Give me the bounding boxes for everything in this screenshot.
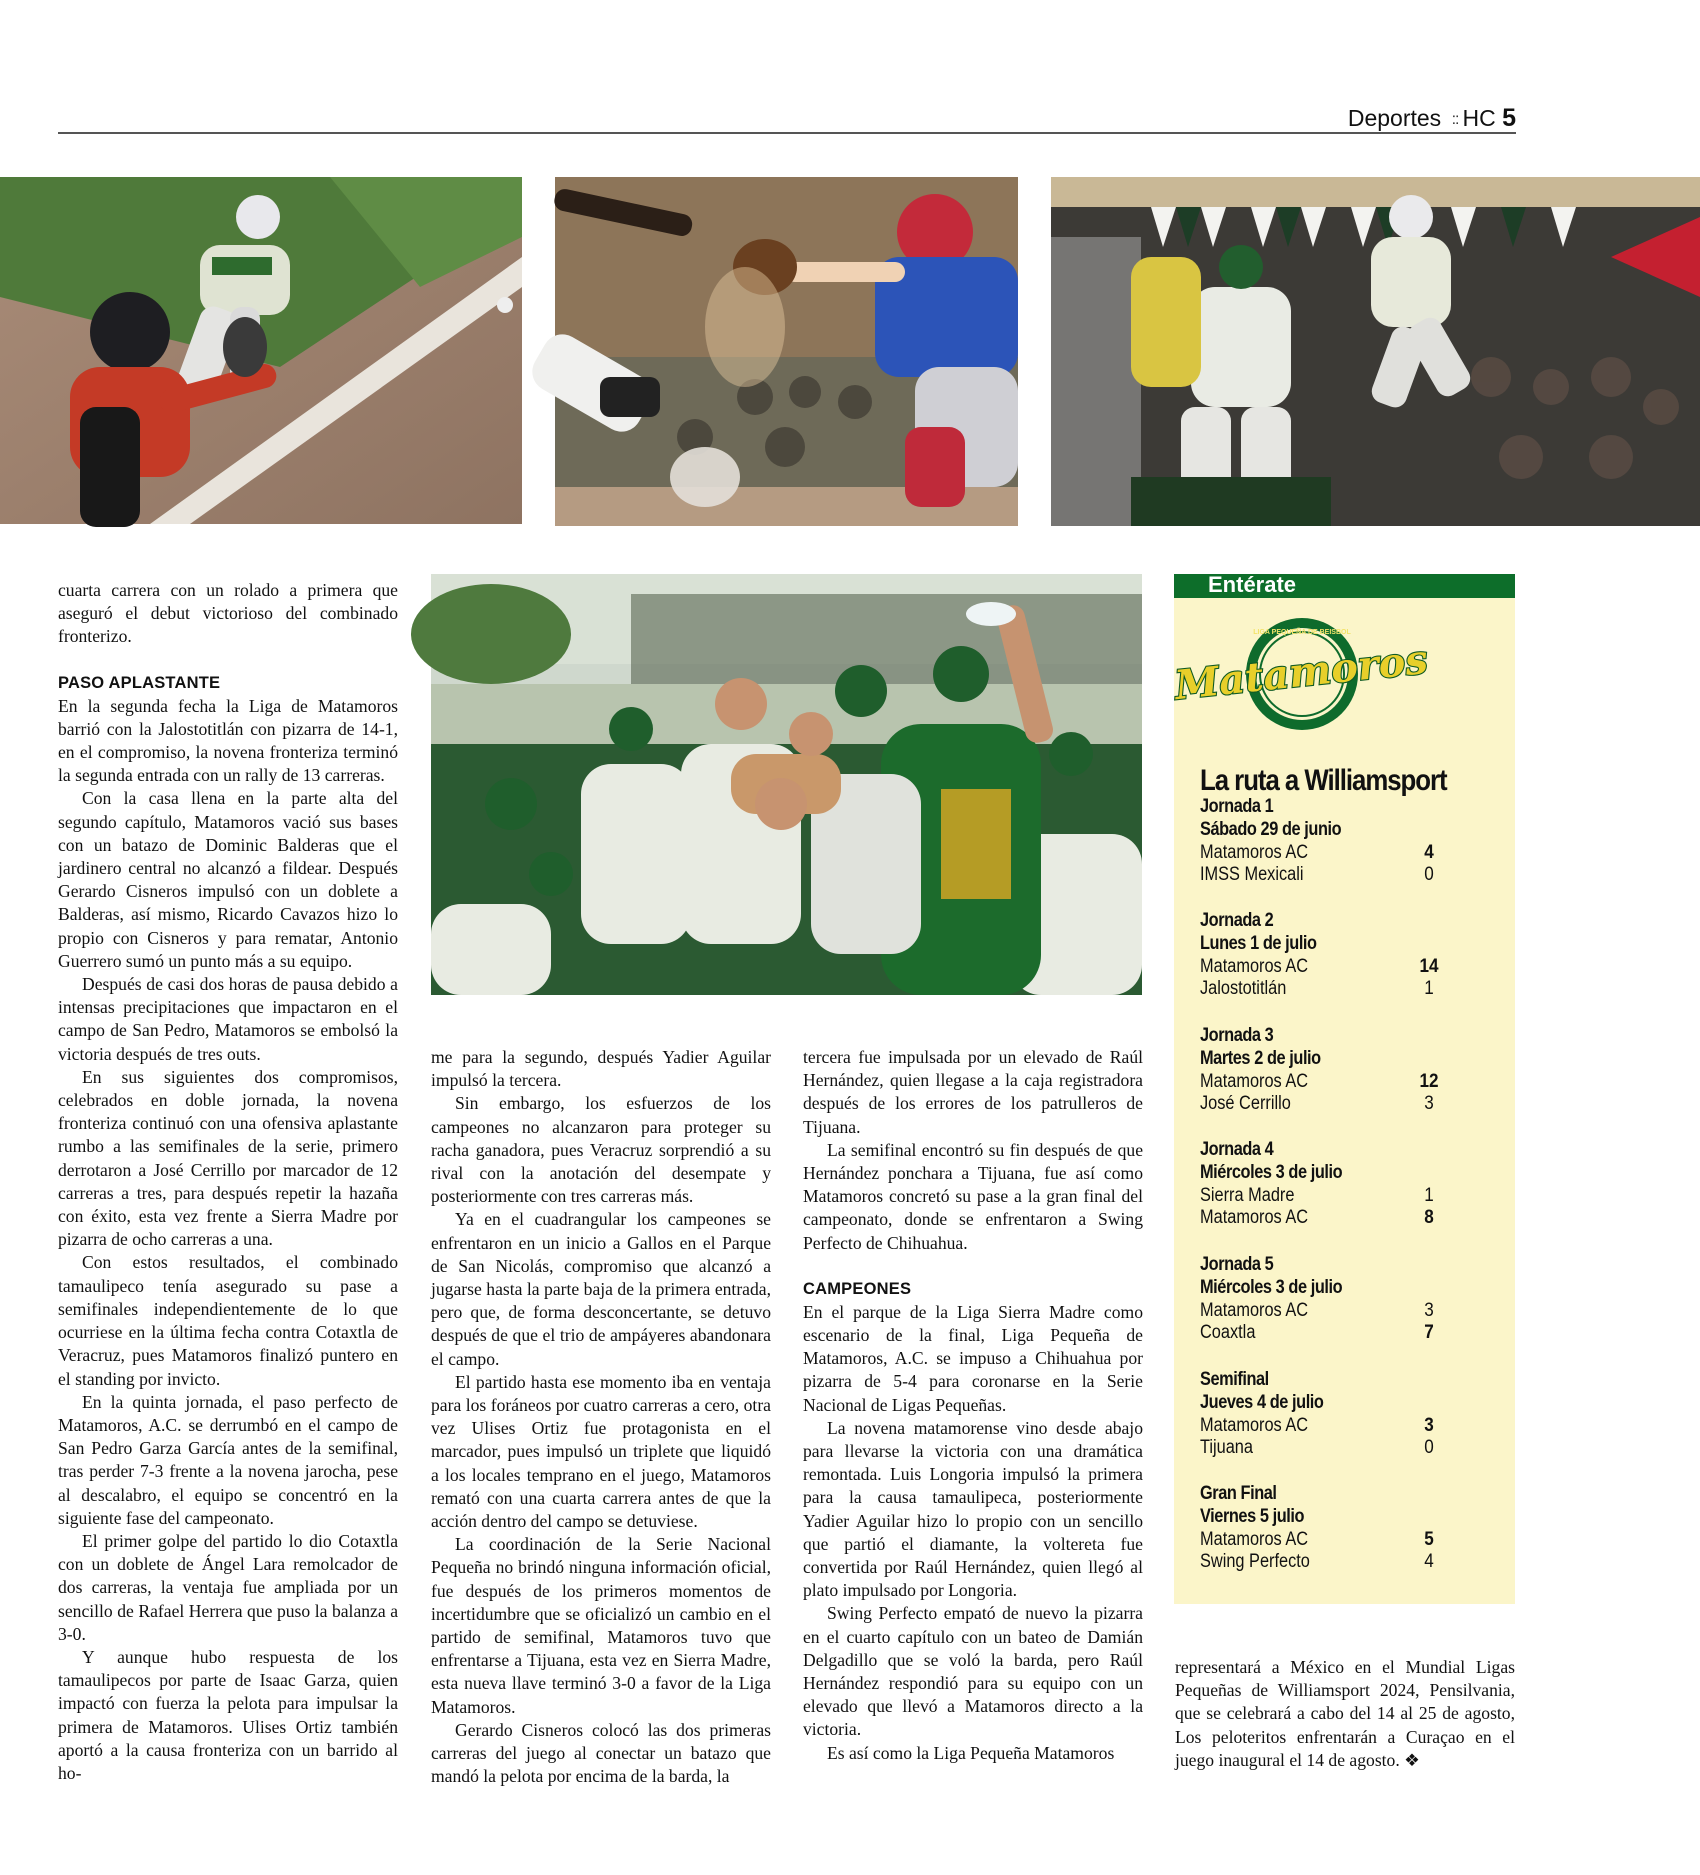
result-row bbox=[1200, 978, 1500, 1001]
round-title: Jornada 4 bbox=[1200, 1139, 1274, 1160]
round-title: Jornada 2 bbox=[1200, 910, 1274, 931]
result-row bbox=[1200, 956, 1500, 979]
team-name: Matamoros AC bbox=[1200, 1528, 1309, 1550]
paragraph: En la segunda fecha la Liga de Matamoros barrió con la Jalostotitlán con pizarra de 14-1, en el compromiso, la novena fronteriza terminó la segunda entrada con un rally de 13 carreras. bbox=[58, 695, 398, 786]
matamoros-logo bbox=[1172, 614, 1430, 734]
paragraph: Swing Perfecto empató de nuevo la pizarra en el cuarto capítulo con un bateo de Damián Delgadillo que se voló la barda, pero Raúl Hernández respondió para su equipo con un elevado que llevó a Matamoros directo a la victoria. bbox=[803, 1603, 1143, 1740]
team-name: Matamoros AC bbox=[1200, 1207, 1309, 1229]
article-column-4 bbox=[1175, 1656, 1515, 1772]
paragraph: El partido hasta ese momento iba en ventaja para los foráneos por cuatro carreras a cero, otra vez Ulises Ortiz fue protagonista en el marcador, pues impulsó un triplete que liquidó a los locales temprano en el juego, Matamoros remató con una cuarta carrera antes de que la acción dentro del campo se detuviese. bbox=[431, 1371, 771, 1532]
paragraph: En el parque de la Liga Sierra Madre como escenario de la final, Liga Pequeña de Matamoros, A.C. se impuso a Chihuahua por pizarra de 5-4 para coronarse en la Serie Nacional de Ligas Pequeñas. bbox=[803, 1301, 1143, 1415]
paragraph: Es así como la Liga Pequeña Matamoros bbox=[827, 1742, 1115, 1763]
round-date: Martes 2 de julio bbox=[1200, 1047, 1321, 1069]
paragraph: Y aunque hubo respuesta de los tamaulipecos por parte de Isaac Garza, quien impactó con fuerza la pelota para impulsar la primera de Matamoros. Ulises Ortiz también aportó a la causa fronteriza con un barrido al ho- bbox=[58, 1646, 398, 1783]
team-score: 3 bbox=[1424, 1093, 1434, 1115]
round-block bbox=[1200, 796, 1500, 887]
round-date: Miércoles 3 de julio bbox=[1200, 1161, 1343, 1183]
photo-slide-home bbox=[0, 177, 522, 524]
subheading-campeones: CAMPEONES bbox=[803, 1279, 912, 1298]
result-row bbox=[1200, 1415, 1500, 1438]
svg-text:LIGA PEQUEÑA DE BEISBOL: LIGA PEQUEÑA DE BEISBOL bbox=[1253, 629, 1351, 636]
team-score: 0 bbox=[1424, 864, 1434, 886]
round-block bbox=[1200, 1483, 1500, 1574]
paragraph: tercera fue impulsada por un elevado de Raúl Hernández, quien llegase a la caja registradora después de los errores de los patrulleros de Tijuana. bbox=[803, 1047, 1143, 1137]
round-block bbox=[1200, 910, 1500, 1001]
round-date: Sábado 29 de junio bbox=[1200, 818, 1342, 840]
sidebar-label: Entérate bbox=[1208, 572, 1297, 597]
result-row bbox=[1200, 1071, 1500, 1094]
team-score: 1 bbox=[1424, 978, 1434, 1000]
round-block bbox=[1200, 1025, 1500, 1116]
article-column-1 bbox=[58, 579, 398, 1785]
team-score: 7 bbox=[1424, 1322, 1434, 1344]
team-score: 0 bbox=[1424, 1437, 1434, 1459]
team-score: 4 bbox=[1424, 841, 1434, 863]
round-title: Jornada 3 bbox=[1200, 1025, 1274, 1046]
paragraph: Con la casa llena en la parte alta del segundo capítulo, Matamoros vació sus bases con un batazo de Dominic Balderas que el jardinero central no alcanzó a fildear. Después Gerardo Cisneros impulsó con un doblete a Balderas, así mismo, Ricardo Cavazos hizo lo propio con Cisneros y para rematar, Antonio Guerrero sumó un punto más a su equipo. bbox=[58, 788, 398, 971]
round-block bbox=[1200, 1254, 1500, 1345]
paragraph: El primer golpe del partido lo dio Cotaxtla con un doblete de Ángel Lara remolcador de dos carreras, la ventaja fue ampliada por un sencillo de Rafael Herrera que puso la balanza a 3-0. bbox=[58, 1530, 398, 1644]
team-score: 3 bbox=[1424, 1414, 1434, 1436]
round-block bbox=[1200, 1369, 1500, 1460]
paragraph: La novena matamorense vino desde abajo para llevarse la victoria con una dramática remontada. Luis Longoria impulsó la primera para la causa tamaulipeca, posteriormente Yadier Aguilar hizo lo propio con un sencillo que partió el diamante, la voltereta fue convertida por Raúl Hernández, quien llegó al plato impulsado por Longoria. bbox=[803, 1417, 1143, 1601]
team-score: 8 bbox=[1424, 1207, 1434, 1229]
round-title: Semifinal bbox=[1200, 1369, 1269, 1390]
team-score: 12 bbox=[1419, 1070, 1439, 1092]
page-number: 5 bbox=[1502, 104, 1516, 132]
paragraph: En sus siguientes dos compromisos, celebrados en doble jornada, la novena fronteriza continuó con una ofensiva aplastante rumbo a las semifinales de la serie, primero derrotaron a José Cerrillo por marcador de 12 carreras a tres, para después repetir la hazaña con éxito, esta vez frente a Sierra Madre por pizarra de ocho carreras a una. bbox=[58, 1066, 398, 1250]
paragraph: Después de casi dos horas de pausa debido a intensas precipitaciones que impactaron en el campo de San Pedro, Matamoros se embolsó la victoria después de tres outs. bbox=[58, 974, 398, 1064]
result-row bbox=[1200, 1185, 1500, 1208]
paragraph: me para la segundo, después Yadier Aguilar impulsó la tercera. bbox=[431, 1047, 771, 1091]
team-score: 1 bbox=[1424, 1184, 1434, 1206]
paragraph: cuarta carrera con un rolado a primera que aseguró el debut victorioso del combinado fronterizo. bbox=[58, 580, 398, 647]
round-date: Viernes 5 julio bbox=[1200, 1505, 1305, 1527]
paragraph: La semifinal encontró su fin después de que Hernández ponchara a Tijuana, fue así como Matamoros concretó su pase a la gran final del campeonato, donde se enfrentaron a Swing Perfecto de Chihuahua. bbox=[803, 1139, 1143, 1253]
section-name: Deportes bbox=[1347, 105, 1442, 131]
result-row bbox=[1200, 1437, 1500, 1460]
team-name: Jalostotitlán bbox=[1200, 978, 1287, 1000]
paragraph: Sin embargo, los esfuerzos de los campeones no alcanzaron para proteger su racha ganadora, pues Veracruz sorprendió a su rival con la anotación del desempate y posteriormente con tres carreras más. bbox=[431, 1093, 771, 1207]
photo-home-run bbox=[1051, 177, 1700, 526]
result-row bbox=[1200, 864, 1500, 887]
team-score: 4 bbox=[1424, 1551, 1434, 1573]
round-block bbox=[1200, 1139, 1500, 1230]
team-name: Matamoros AC bbox=[1200, 1299, 1309, 1321]
page-header bbox=[58, 100, 1516, 134]
team-name: Sierra Madre bbox=[1200, 1184, 1295, 1206]
result-row bbox=[1200, 1300, 1500, 1323]
result-row bbox=[1200, 1529, 1500, 1552]
photo-catcher bbox=[555, 177, 1018, 526]
team-score: 14 bbox=[1419, 955, 1439, 977]
article-column-3 bbox=[803, 1046, 1143, 1765]
team-name: Matamoros AC bbox=[1200, 1070, 1309, 1092]
result-row bbox=[1200, 1322, 1500, 1345]
round-date: Miércoles 3 de julio bbox=[1200, 1276, 1343, 1298]
result-row bbox=[1200, 1551, 1500, 1574]
folio bbox=[1348, 104, 1516, 133]
round-date: Jueves 4 de julio bbox=[1200, 1391, 1324, 1413]
team-name: Tijuana bbox=[1200, 1437, 1253, 1459]
subheading-paso-aplastante: PASO APLASTANTE bbox=[58, 673, 221, 692]
folio-separator: :: bbox=[1451, 111, 1459, 128]
result-row bbox=[1200, 1093, 1500, 1116]
team-name: Matamoros AC bbox=[1200, 841, 1309, 863]
paragraph: Ya en el cuadrangular los campeones se enfrentaron en un inicio a Gallos en el Parque de San Nicolás, compromiso que alcanzó a jugarse hasta la parte baja de la primera entrada, pero que, de forma desconcertante, se detuvo después de que el trio de ampáyeres abandonara el campo. bbox=[431, 1209, 771, 1369]
round-title: Gran Final bbox=[1200, 1483, 1277, 1504]
sidebar-label-bar bbox=[1174, 574, 1515, 598]
team-score: 5 bbox=[1424, 1528, 1434, 1550]
photo-celebration bbox=[431, 574, 1142, 995]
paragraph: Con estos resultados, el combinado tamaulipeco tenía asegurado su pase a semifinales independientemente de lo que ocurriese en la última fecha contra Cotaxtla de Veracruz, pues Matamoros finalizó puntero en el standing por invicto. bbox=[58, 1252, 398, 1389]
round-title: Jornada 5 bbox=[1200, 1254, 1274, 1275]
team-name: Matamoros AC bbox=[1200, 955, 1309, 977]
sidebar-title: La ruta a Williamsport bbox=[1200, 764, 1447, 797]
publication-name: HC bbox=[1462, 105, 1496, 131]
team-name: IMSS Mexicali bbox=[1200, 864, 1304, 886]
sidebar-box bbox=[1174, 574, 1515, 1604]
round-date: Lunes 1 de julio bbox=[1200, 932, 1317, 954]
article-column-2 bbox=[431, 1046, 771, 1789]
result-row bbox=[1200, 842, 1500, 865]
team-score: 3 bbox=[1424, 1299, 1434, 1321]
paragraph: Gerardo Cisneros colocó las dos primeras carreras del juego al conectar un batazo que mandó la pelota por encima de la barda, la bbox=[431, 1719, 771, 1787]
team-name: José Cerrillo bbox=[1200, 1093, 1291, 1115]
team-name: Coaxtla bbox=[1200, 1322, 1256, 1344]
round-title: Jornada 1 bbox=[1200, 796, 1274, 817]
result-row bbox=[1200, 1207, 1500, 1230]
paragraph: representará a México en el Mundial Ligas Pequeñas de Williamsport 2024, Pensilvania, que se celebrará a cabo del 14 al 25 de agosto, Los peloteritos enfrentarán a Curaçao en el juego inaugural el 14 de agosto. ❖ bbox=[1175, 1657, 1515, 1770]
svg-text:Matamoros: Matamoros bbox=[1172, 635, 1430, 710]
team-name: Swing Perfecto bbox=[1200, 1551, 1310, 1573]
paragraph: En la quinta jornada, el paso perfecto de Matamoros, A.C. se derrumbó en el campo de San Pedro Garza García antes de la semifinal, tras perder 7-3 frente a la novena jarocha, pese al descalabro, el equipo se concentró en la siguiente fase del campeonato. bbox=[58, 1391, 398, 1528]
paragraph: La coordinación de la Serie Nacional Pequeña no brindó ninguna información oficial, fue después de los primeros momentos de incertidumbre que se oficializó un cambio en el partido de semifinal, Matamoros tuvo que enfrentarse a Tijuana, esta vez en Sierra Madre, esta nueva llave terminó 3-0 a favor de la Liga Matamoros. bbox=[431, 1534, 771, 1717]
team-name: Matamoros AC bbox=[1200, 1414, 1309, 1436]
